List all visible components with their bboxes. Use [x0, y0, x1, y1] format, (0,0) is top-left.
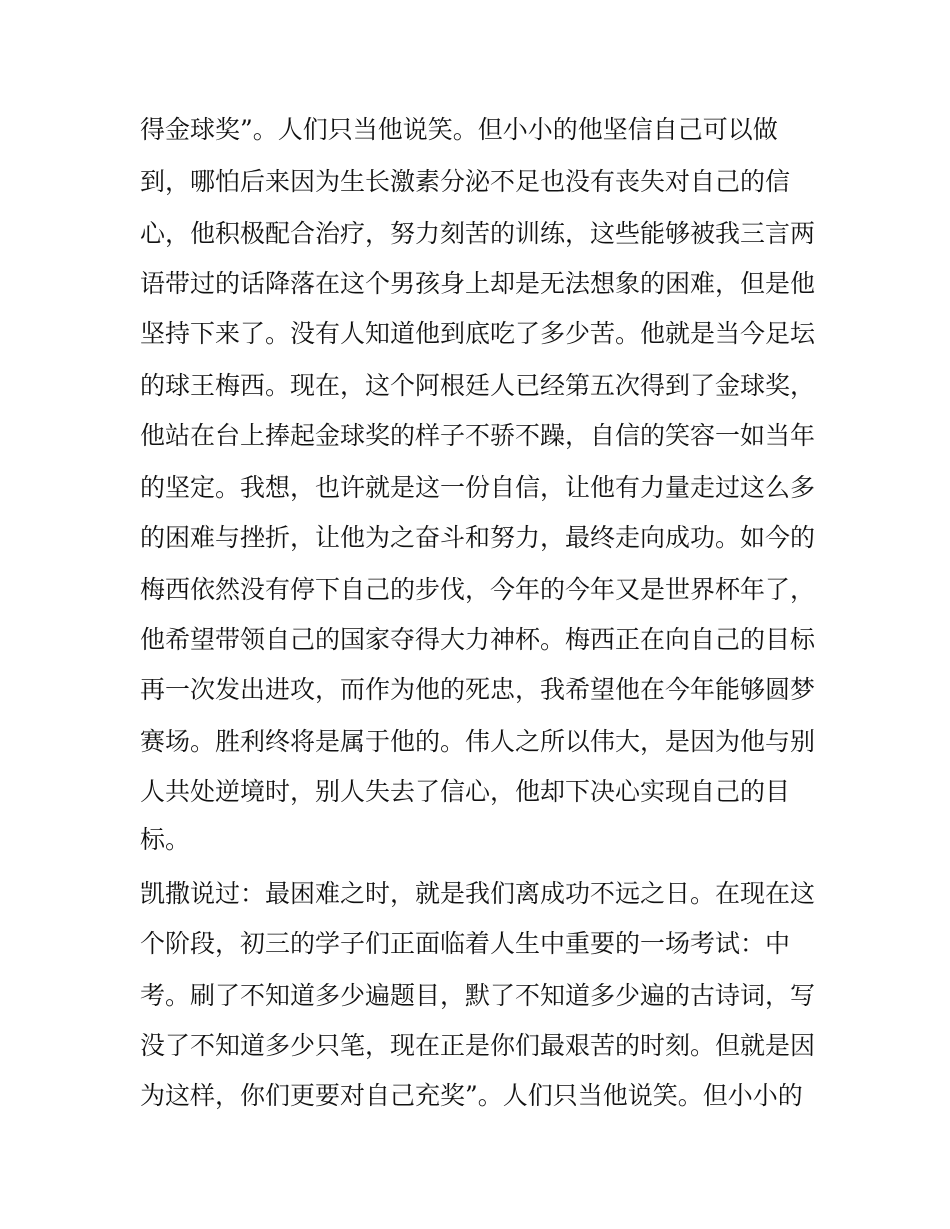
text-line-10: 梅西依然没有停下自己的步伐，今年的今年又是世界杯年了，: [140, 575, 816, 604]
text-line-11: 他希望带领自己的国家夺得大力神杯。梅西正在向自己的目标: [140, 625, 816, 654]
text-line-13: 赛场。胜利终将是属于他的。伟人之所以伟大，是因为他与别: [140, 727, 816, 756]
text-line-20: 为这样，你们更要对自己充奖”。人们只当他说笑。但小小的: [140, 1081, 803, 1110]
text-line-5: 坚持下来了。没有人知道他到底吃了多少苦。他就是当今足坛: [140, 319, 816, 348]
text-line-15: 标。: [140, 825, 191, 854]
text-line-6: 的球王梅西。现在，这个阿根廷人已经第五次得到了金球奖，: [140, 371, 816, 400]
text-line-1: 得金球奖”。人们只当他说笑。但小小的他坚信自己可以做: [140, 115, 778, 144]
text-line-12: 再一次发出进攻，而作为他的死忠，我希望他在今年能够圆梦: [140, 675, 816, 704]
text-line-19: 没了不知道多少只笔，现在正是你们最艰苦的时刻。但就是因: [140, 1031, 816, 1060]
text-line-2: 到，哪怕后来因为生长激素分泌不足也没有丧失对自己的信: [140, 167, 791, 196]
text-line-14: 人共处逆境时，别人失去了信心，他却下决心实现自己的目: [140, 777, 791, 806]
text-line-17: 个阶段，初三的学子们正面临着人生中重要的一场考试：中: [140, 929, 791, 958]
text-line-9: 的困难与挫折，让他为之奋斗和努力，最终走向成功。如今的: [140, 523, 816, 552]
text-line-7: 他站在台上捧起金球奖的样子不骄不躁，自信的笑容一如当年: [140, 421, 816, 450]
text-line-8: 的坚定。我想，也许就是这一份自信，让他有力量走过这么多: [140, 473, 816, 502]
text-line-3: 心，他积极配合治疗，努力刻苦的训练，这些能够被我三言两: [140, 219, 816, 248]
text-line-18: 考。刷了不知道多少遍题目，默了不知道多少遍的古诗词，写: [140, 981, 816, 1010]
text-line-4: 语带过的话降落在这个男孩身上却是无法想象的困难，但是他: [140, 269, 816, 298]
text-line-16: 凯撒说过：最困难之时，就是我们离成功不远之日。在现在这: [140, 879, 816, 908]
